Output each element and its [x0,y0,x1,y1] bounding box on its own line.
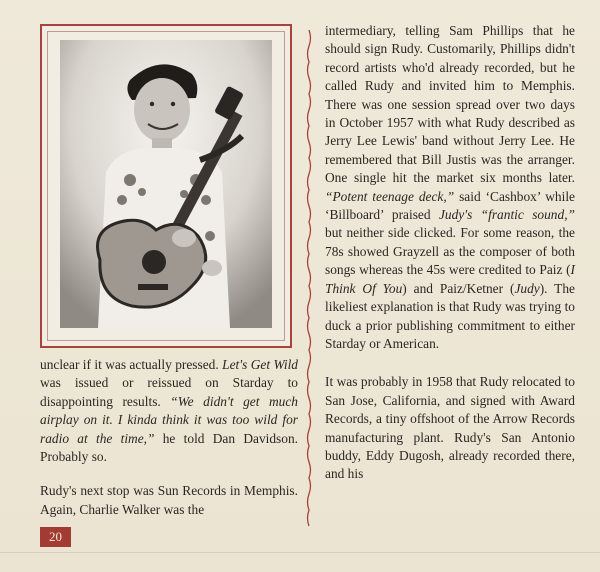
right-p1-run: I Think Of You [325,262,575,296]
right-p2-run: It was probably in 1958 that Rudy relocated to San Jose, California, and signed with Award Records, a tiny offshoot of the Arrow Records manufacturing plant. Rudy's San Antonio buddy, Eddy Dugosh, already recorded there, and his [325,374,575,482]
left-paragraph-2 [40,482,298,519]
photo-frame [40,24,292,348]
left-p1-run: unclear if it was actually pressed. [40,357,223,372]
left-paragraph-1 [40,356,298,466]
right-p1-run: “Potent teenage deck,” [325,188,455,204]
right-p1-run: Judy [514,280,540,296]
right-p1-run: intermediary, telling Sam Phillips that he should sign Rudy. Customarily, Phillips didn't record artists who'd already recorded, but he called Rudy and invited him to Memphis. There was one session spread over two days in October 1957 with what Rudy described as Jerry Lee Lewis' band without Jerry Lee. He remembered that Bill Justis was the arranger. One single hit the market six months later. [325,23,575,186]
right-p1-run: said ‘Cashbox’ while ‘Billboard’ praised [325,188,575,223]
right-p1-run: ). The likeliest explanation is that Rudy was trying to duck a prior publishing commitment to either Starday or American. [325,280,575,351]
left-p1-run: “We didn't get much airplay on it. I kinda think it was too wild for radio at the time,” [40,393,298,446]
right-p1-run: Judy's “frantic sound,” [438,207,575,223]
right-paragraph-2 [325,373,575,483]
right-p1-run: but neither side clicked. For some reason, the 78s showed Grayzell as the composer of both songs whereas the 45s were credited to Paiz ( [325,225,575,278]
left-p2-run: Rudy's next stop was Sun Records in Memphis. Again, Charlie Walker was the [40,483,298,517]
column-divider [303,30,315,530]
right-text-column [325,22,575,484]
right-paragraph-1 [325,22,575,353]
left-p1-run: Let's Get Wild [222,357,298,372]
artist-photo [60,40,272,328]
right-p1-run: ) and Paiz/Ketner ( [402,280,515,296]
left-p1-run: he told Dan Davidson. Probably so. [40,430,299,465]
left-text-column [40,356,298,519]
left-p1-run: was issued or reissued on Starday to disappointing results. [40,375,298,409]
page-number: 20 [40,527,71,547]
artist-with-guitar-image [60,40,272,328]
page-bottom-edge [0,552,600,553]
